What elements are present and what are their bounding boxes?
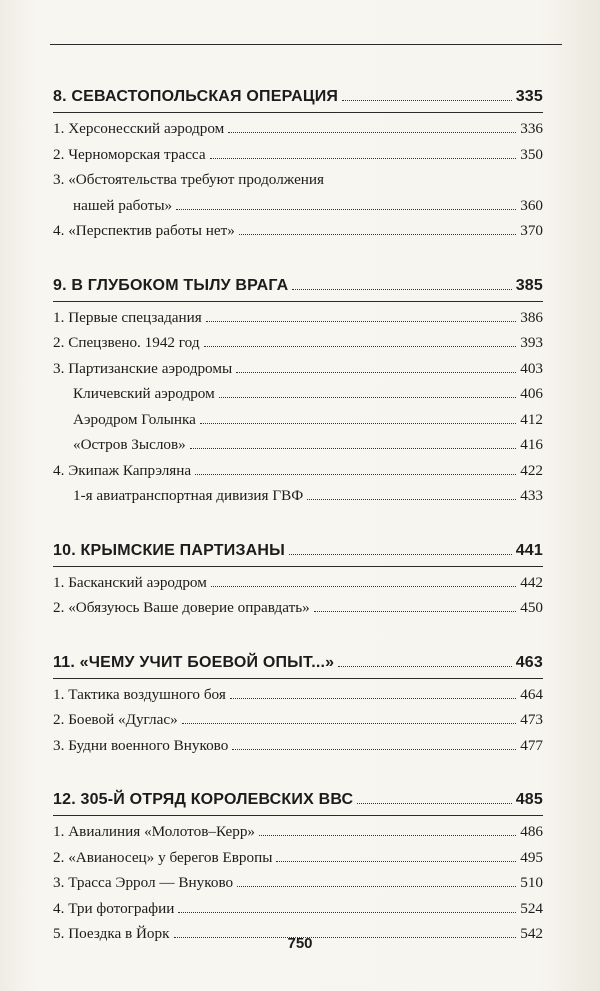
toc-entry [53, 432, 543, 458]
toc-section [53, 273, 543, 509]
entry-page: 486 [520, 823, 543, 840]
entry-title: 2. Спецзвено. 1942 год [53, 334, 200, 351]
entry-title: 2. Боевой «Дуглас» [53, 711, 178, 728]
dot-leader [176, 209, 516, 210]
entry-page: 422 [520, 461, 543, 479]
entry-page: 433 [520, 487, 543, 504]
toc-entry [53, 896, 543, 922]
toc-entry [53, 305, 543, 331]
dot-leader [195, 474, 516, 475]
entry-title: 1. Первые спецзадания [53, 308, 202, 326]
entry-title: 4. Экипаж Капрэляна [53, 461, 192, 479]
toc-entry [53, 458, 543, 484]
entry-page: 416 [520, 436, 543, 453]
entry-title: 4. Три фотографии [53, 899, 175, 917]
entry-title: Аэродром Голынка [73, 410, 196, 428]
page-number: 750 [287, 935, 313, 952]
dot-leader [236, 372, 516, 373]
dot-leader [276, 861, 516, 862]
toc-entry [53, 870, 543, 896]
dot-leader [232, 749, 516, 750]
top-rule [50, 44, 562, 45]
entry-page: 412 [520, 410, 543, 428]
entry-page: 464 [520, 685, 543, 703]
chapter-title: 11. «ЧЕМУ УЧИТ БОЕВОЙ ОПЫТ...» [53, 653, 335, 671]
dot-leader [289, 554, 512, 555]
chapter-page: 335 [515, 88, 543, 105]
entry-title: 3. Будни военного Внуково [53, 736, 229, 754]
dot-leader [259, 835, 516, 836]
toc-section [53, 84, 543, 244]
toc-entry-wrapped [53, 167, 543, 218]
entry-title: 2. «Авианосец» у берегов Европы [53, 848, 273, 866]
entry-title: «Остров Зыслов» [73, 436, 186, 453]
toc-entry [53, 733, 543, 759]
chapter-heading [53, 84, 543, 113]
toc-entry [53, 142, 543, 168]
chapter-page: 485 [515, 791, 543, 808]
entry-page: 393 [520, 334, 543, 351]
dot-leader [292, 289, 511, 290]
toc-entry [53, 682, 543, 708]
chapter-heading [53, 650, 543, 679]
dot-leader [190, 448, 516, 449]
chapter-heading [53, 273, 543, 302]
dot-leader [237, 886, 516, 887]
dot-leader [338, 666, 511, 667]
dot-leader [211, 586, 516, 587]
toc-section [53, 787, 543, 947]
entry-title: 3. Партизанские аэродромы [53, 359, 233, 377]
dot-leader [307, 499, 516, 500]
chapter-page: 441 [515, 541, 543, 559]
chapter-heading [53, 787, 543, 816]
dot-leader [239, 234, 516, 235]
toc-entry [53, 407, 543, 433]
entry-page: 473 [520, 711, 543, 728]
toc-entry [53, 167, 543, 218]
entry-page: 442 [520, 573, 543, 591]
entry-page: 524 [520, 899, 543, 917]
chapter-title: 10. КРЫМСКИЕ ПАРТИЗАНЫ [53, 541, 286, 559]
dot-leader [182, 723, 517, 724]
toc-section [53, 538, 543, 621]
chapter-title: 12. 305-Й ОТРЯД КОРОЛЕВСКИХ ВВС [53, 791, 354, 808]
entry-page: 370 [520, 222, 543, 239]
toc-entry [53, 845, 543, 871]
toc-entry [53, 819, 543, 845]
dot-leader [204, 346, 517, 347]
entry-title: 2. «Обязуюсь Ваше доверие оправдать» [53, 599, 310, 616]
toc-entry [53, 707, 543, 733]
entry-title: 1. Авиалиния «Молотов–Керр» [53, 823, 256, 840]
entry-title: 3. «Обстоятельства требуют продолжения [53, 171, 325, 188]
toc-entry [53, 116, 543, 142]
toc-entry [53, 356, 543, 382]
chapter-page: 385 [515, 276, 543, 294]
entry-title: Кличевский аэродром [73, 385, 215, 402]
entry-title: 1. Басканский аэродром [53, 573, 207, 591]
dot-leader [219, 397, 517, 398]
dot-leader [314, 611, 516, 612]
toc-entry [53, 330, 543, 356]
entry-page: 350 [520, 145, 543, 163]
entry-page: 510 [520, 874, 543, 891]
entry-page: 450 [520, 599, 543, 616]
dot-leader [228, 132, 516, 133]
dot-leader [230, 698, 516, 699]
entry-page: 406 [520, 385, 543, 402]
entry-page: 477 [520, 736, 543, 754]
entry-title: 2. Черноморская трасса [53, 145, 206, 163]
entry-title: 3. Трасса Эррол — Внуково [53, 874, 234, 891]
entry-page: 403 [520, 359, 543, 377]
dot-leader [342, 100, 512, 101]
chapter-title: 8. СЕВАСТОПОЛЬСКАЯ ОПЕРАЦИЯ [53, 88, 339, 105]
table-of-contents [53, 84, 543, 947]
toc-entry [53, 483, 543, 509]
toc-entry [53, 595, 543, 621]
entry-page: 386 [520, 308, 543, 326]
dot-leader [357, 803, 511, 804]
entry-title: 1. Херсонесский аэродром [53, 120, 225, 137]
entry-page: 495 [520, 848, 543, 866]
entry-page: 542 [520, 925, 543, 942]
entry-title: 5. Поездка в Йорк [53, 925, 170, 942]
chapter-page: 463 [515, 653, 543, 671]
entry-title: 4. «Перспектив работы нет» [53, 222, 235, 239]
toc-entry [53, 381, 543, 407]
dot-leader [178, 912, 516, 913]
entry-title: 1-я авиатранспортная дивизия ГВФ [73, 487, 304, 504]
toc-entry [53, 570, 543, 596]
dot-leader [200, 423, 516, 424]
dot-leader [210, 158, 517, 159]
entry-title: 1. Тактика воздушного боя [53, 685, 226, 703]
entry-title-continuation: нашей работы» [73, 196, 173, 214]
toc-entry [53, 218, 543, 244]
toc-section [53, 650, 543, 759]
chapter-title: 9. В ГЛУБОКОМ ТЫЛУ ВРАГА [53, 276, 289, 294]
entry-page: 336 [520, 120, 543, 137]
dot-leader [206, 321, 516, 322]
chapter-heading [53, 538, 543, 567]
entry-page: 360 [520, 196, 543, 214]
